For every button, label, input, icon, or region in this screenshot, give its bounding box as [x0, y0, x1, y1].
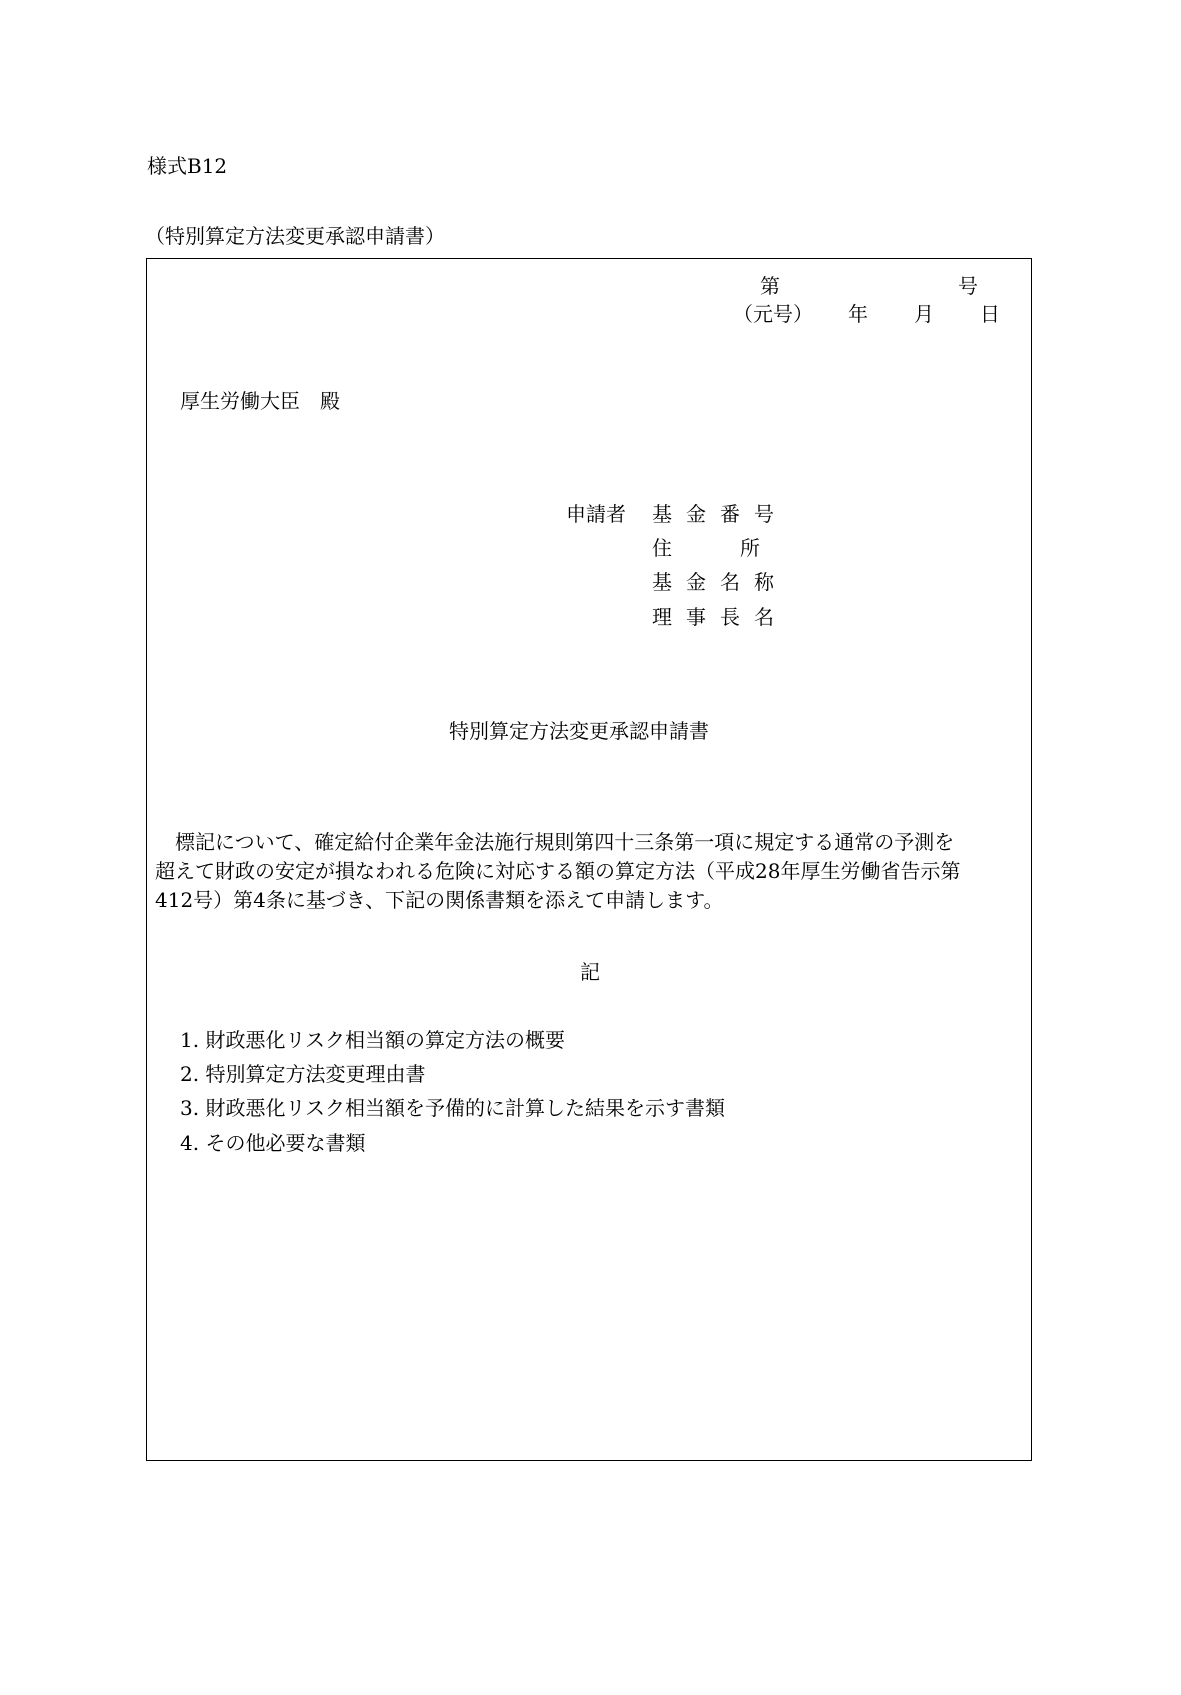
body-line: 標記について、確定給付企業年金法施行規則第四十三条第一項に規定する通常の予測を [175, 830, 955, 854]
form-caption: （特別算定方法変更承認申請書） [145, 224, 445, 248]
applicant-label: 申請者 [566, 502, 626, 526]
number-suffix: 号 [958, 274, 978, 298]
form-id: 様式B12 [147, 154, 228, 178]
number-prefix: 第 [760, 274, 780, 298]
applicant-field-address-text: 住 所 [652, 536, 760, 560]
list-item: 3. 財政悪化リスク相当額を予備的に計算した結果を示す書類 [180, 1096, 726, 1120]
applicant-field-fund-number: 基金番号 [652, 502, 788, 526]
list-item: 4. その他必要な書類 [180, 1131, 366, 1155]
document-title: 特別算定方法変更承認申請書 [449, 719, 709, 743]
addressee: 厚生労働大臣 殿 [180, 389, 340, 413]
list-item: 2. 特別算定方法変更理由書 [180, 1062, 426, 1086]
year-label: 年 [848, 302, 868, 326]
day-label: 日 [980, 302, 1000, 326]
ki-heading: 記 [580, 960, 600, 984]
era-label: （元号） [733, 302, 813, 326]
body-line: 超えて財政の安定が損なわれる危険に対応する額の算定方法（平成28年厚生労働省告示第 [155, 859, 961, 883]
applicant-field-fund-name: 基金名称 [652, 570, 788, 594]
body-line: 412号）第4条に基づき、下記の関係書類を添えて申請します。 [155, 888, 724, 912]
month-label: 月 [914, 302, 934, 326]
body-paragraph [155, 828, 1025, 915]
applicant-field-director-name: 理事長名 [652, 605, 788, 629]
applicant-field-address [652, 536, 762, 560]
list-item: 1. 財政悪化リスク相当額の算定方法の概要 [180, 1028, 566, 1052]
